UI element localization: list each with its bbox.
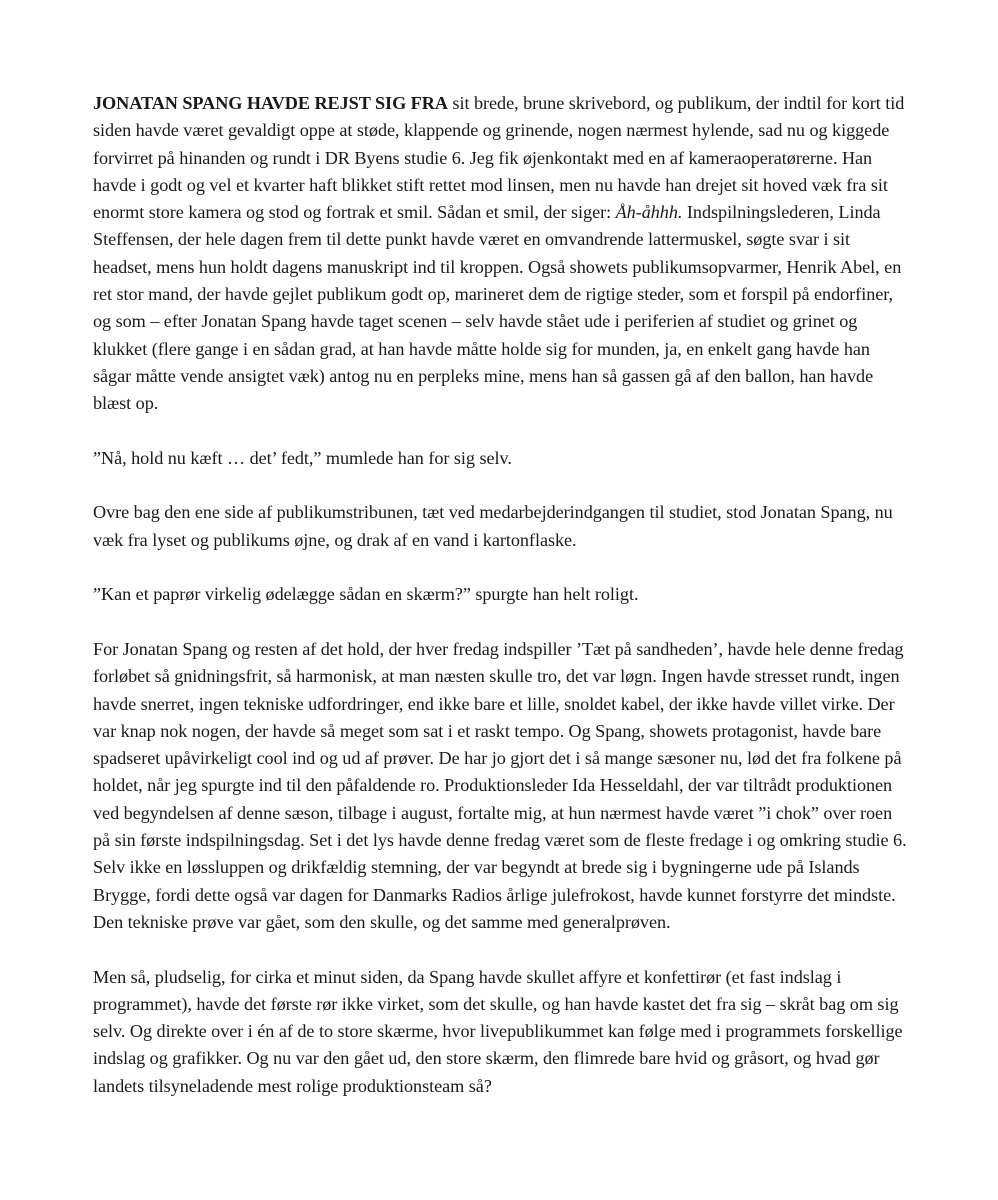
paragraph-5: For Jonatan Spang og resten af det hold, der hver fredag indspiller ’Tæt på sandheden’, havde hele denne fredag forløbet så gnidningsfrit, så harmonisk, at man næsten skulle tro, det var løgn. Ingen havde stresset rundt, ingen havde snerret, ingen tekniske udfordringer, end ikke bare et lille, snoldet kabel, der ikke havde villet virke. Der var knap nok nogen, der havde så meget som sat i et raskt tempo. Og Spang, showets protagonist, havde bare spadseret upåvirkeligt cool ind og ud af prøver. De har jo gjort det i så mange sæsoner nu, lød det fra folkene på holdet, når jeg spurgte ind til den påfaldende ro. Produktionsleder Ida Hesseldahl, der var tiltrådt produktionen ved begyndelsen af denne sæson, tilbage i august, fortalte mig, at hun nærmest havde været ”i chok” over roen på sin første indspilningsdag. Set i det lys havde denne fredag været som de fleste fredage i og omkring studie 6. Selv ikke en løssluppen og drikfældig stemning, der var begyndt at brede sig i bygningerne ude på Islands Brygge, fordi dette også var dagen for Danmarks Radios årlige julefrokost, havde kunnet forstyrre det mindste. Den tekniske prøve var gået, som den skulle, og det samme med generalprøven. xyxy=(93,638,907,932)
lead-in-caps: JONATAN SPANG HAVDE REJST SIG FRA xyxy=(93,93,448,113)
paragraph-2: ”Nå, hold nu kæft … det’ fedt,” mumlede han for sig selv. xyxy=(93,447,512,468)
paragraph-6: Men så, pludselig, for cirka et minut siden, da Spang havde skullet affyre et konfettirør (et fast indslag i programmet), havde det første rør ikke virket, som det skulle, og han havde kastet det fra sig – skråt bag om sig selv. Og direkte over i én af de to store skærme, hvor livepublikummet kan følge med i programmets forskellige indslag og grafikker. Og nu var den gået ud, den store skærm, den flimrede bare hvid og gråsort, og hvad gør landets tilsyneladende mest rolige produktionsteam så? xyxy=(93,966,903,1096)
paragraph-4: ”Kan et paprør virkelig ødelægge sådan en skærm?” spurgte han helt roligt. xyxy=(93,584,639,605)
paragraph-1 xyxy=(93,90,911,418)
paragraph-1-text-b: Indspilningslederen, Linda Steffensen, der hele dagen frem til dette punkt havde været en omvandrende lattermuskel, søgte svar i sit headset, mens hun holdt dagens manuskript ind til kroppen. Også showets publikumsopvarmer, Henrik Abel, en ret stor mand, der havde gejlet publikum godt op, marineret dem de rigtige steder, som et forspil på endorfiner, og som – efter Jonatan Spang havde taget scenen – selv havde stået ude i periferien af studiet og grinet og klukket (flere gange i en sådan grad, at han havde måtte holde sig for munden, ja, en enkelt gang havde han sågar måtte vende ansigtet væk) antog nu en perpleks mine, mens han så gassen gå af den ballon, han havde blæst op. xyxy=(93,202,902,414)
paragraph-1-emphasis: Åh-åhhh. xyxy=(615,202,683,223)
paragraph-3: Ovre bag den ene side af publikumstribunen, tæt ved medarbejderindgangen til studiet, stod Jonatan Spang, nu væk fra lyset og publikums øjne, og drak af en vand i kartonflaske. xyxy=(93,502,893,550)
article-body xyxy=(93,90,911,1127)
paragraph-1-text-a: sit brede, brune skrivebord, og publikum, der indtil for kort tid siden havde været gevaldigt oppe at støde, klappende og grinende, nogen nærmest hylende, sad nu og kiggede forvirret på hinanden og rundt i DR Byens studie 6. Jeg fik øjenkontakt med en af kameraoperatørerne. Han havde i godt og vel et kvarter haft blikket stift rettet mod linsen, men nu havde han drejet sit hoved væk fra sit enormt store kamera og stod og fortrak et smil. Sådan et smil, der siger: xyxy=(93,93,905,223)
